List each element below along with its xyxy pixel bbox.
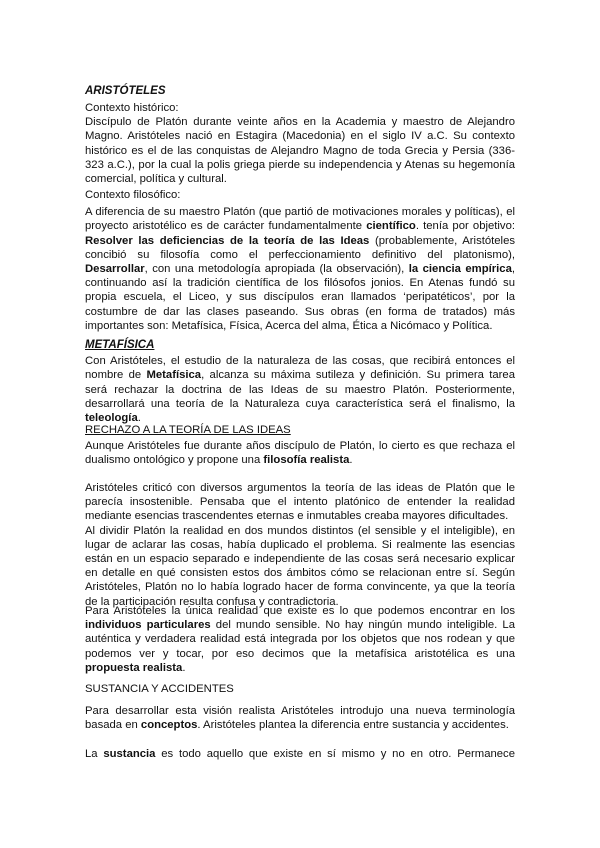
title-block [85,84,515,98]
keyword-metafisica: Metafísica [146,369,202,382]
historic-context-section [85,101,515,186]
philosophic-context-section [85,188,515,333]
rechazo-paragraph-3: Al dividir Platón la realidad en dos mundos distintos (el sensible y el inteligible), en lugar de aclarar las cosas, había duplicado el problema. Si realmente las esencias están en un espacio separado e independiente de las cosas será necesario explicar en detalle en qué consisten estos dos ámbitos cómo se relacionan entre sí. Según Aristóteles, Platón no lo había logrado hacer de forma convincente, ya que la teoría de la participación resulta confusa y contradictoria. [85,524,515,608]
metafisica-section [85,338,515,425]
rechazo-heading: RECHAZO A LA TEORÍA DE LAS IDEAS [85,424,291,436]
rechazo-paragraph-2: Aristóteles criticó con diversos argumentos la teoría de las ideas de Platón que le parecía insostenible. Pensaba que el intento platónico de entender la realidad mediante esencias trascendentes eternas e inmutables creaba mayores dificultades. [85,482,515,523]
document-title: ARISTÓTELES [85,85,166,97]
metafisica-heading: METAFÍSICA [85,339,155,351]
philosophic-context-paragraph: A diferencia de su maestro Platón (que partió de motivaciones morales y políticas), el proyecto aristotélico es de carácter fundamentalmente científico. tenía por objetivo: Resolver las deficiencias de la teoría de las Ideas (probablemente, Aristóteles concibió su filosofía como el perfeccionamiento definitivo del platonismo), Desarrollar, con una metodología apropiada (la observación), la ciencia empírica, continuando así la tradición científica de los filósofos jonios. En Atenas fundó su propia escuela, el Liceo, y sus discípulos eran llamados ‘peripatéticos’, por la costumbre de dar las clases paseando. Sus obras (en forma de tratados) más importantes son: Metafísica, Física, Acerca del alma, Ética a Nicómaco y Política. [85,206,515,332]
sustancia-paragraph-2: La sustancia es todo aquello que existe en sí mismo y no en otro. Permanece [85,748,515,760]
keyword-desarrollar: Desarrollar [85,263,145,276]
historic-context-label: Contexto histórico: [85,102,179,114]
sustancia-heading: SUSTANCIA Y ACCIDENTES [85,683,234,695]
keyword-cientifico: científico [366,220,416,233]
rechazo-critique-block [85,481,515,609]
rechazo-section [85,423,515,468]
rechazo-paragraph-1: Aunque Aristóteles fue durante años discípulo de Platón, lo cierto es que rechaza el dualismo ontológico y propone una filosofía realista. [85,440,515,467]
keyword-conceptos: conceptos [140,719,198,732]
sustancia-section [85,682,515,696]
sustancia-intro-block [85,704,515,732]
keyword-ciencia-empirica: la ciencia empírica [408,263,512,276]
sustancia-definition-block [85,747,515,761]
rechazo-paragraph-4: Para Aristóteles la única realidad que existe es lo que podemos encontrar en los individuos particulares del mundo sensible. No hay ningún mundo inteligible. La auténtica y verdadera realidad está integrada por los objetos que nos rodean y que podemos ver y tocar, por eso decimos que la metafísica aristotélica es una propuesta realista. [85,605,515,674]
realidad-block [85,604,515,675]
historic-context-paragraph: Discípulo de Platón durante veinte años en la Academia y maestro de Alejandro Magno. Aristóteles nació en Estagira (Macedonia) en el siglo IV a.C. Su contexto histórico es el de las conquistas de Alejandro Magno de toda Grecia y Persia (336-323 a.C.), por la cual la polis griega pierde su independencia y Atenas su hegemonía comercial, política y cultural. [85,116,515,186]
keyword-sustancia: sustancia [103,748,156,760]
keyword-filosofia-realista: filosofía realista [263,454,350,467]
keyword-teleologia: teleología [85,412,138,425]
metafisica-paragraph: Con Aristóteles, el estudio de la naturaleza de las cosas, que recibirá entonces el nombre de Metafísica, alcanza su máxima sutileza y definición. Su primera tarea será rechazar la doctrina de las Ideas de su maestro Platón. Posteriormente, desarrollará una teoría de la Naturaleza cuya característica será el finalismo, la teleología. [85,355,515,425]
keyword-resolver: Resolver las deficiencias de la teoría de las Ideas [85,234,370,247]
sustancia-paragraph-1: Para desarrollar esta visión realista Aristóteles introdujo una nueva terminología basada en conceptos. Aristóteles plantea la diferencia entre sustancia y accidentes. [85,705,515,732]
keyword-propuesta-realista: propuesta realista [85,661,183,674]
keyword-individuos-particulares: individuos particulares [85,619,211,632]
philosophic-context-label: Contexto filosófico: [85,189,181,201]
